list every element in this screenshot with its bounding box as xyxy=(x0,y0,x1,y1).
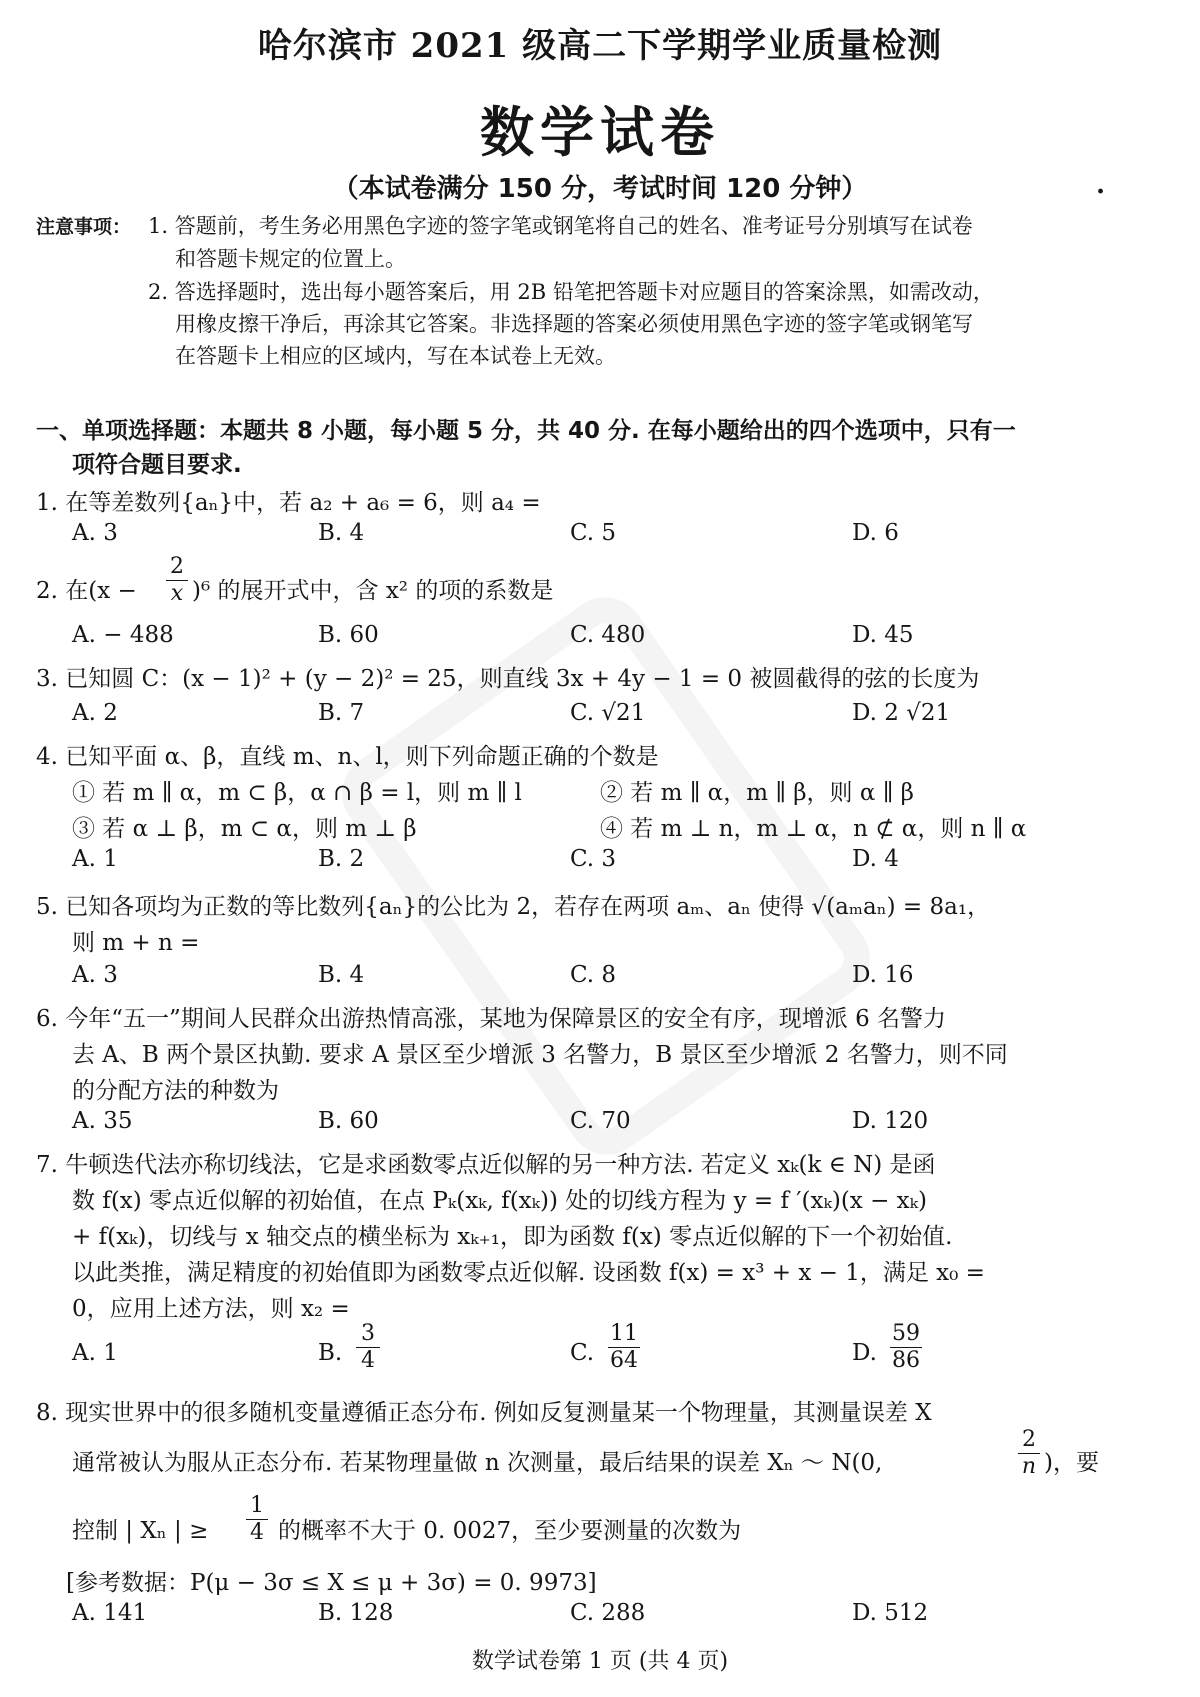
question-8-option-b: B. 128 xyxy=(318,1600,394,1626)
question-7-option-c-denominator: 64 xyxy=(610,1348,638,1373)
question-7-option-c-label: C. xyxy=(570,1340,595,1366)
question-1-option-c: C. 5 xyxy=(570,520,617,546)
question-6-stem-line-1: 6. 今年“五一”期间人民群众出游热情高涨，某地为保障景区的安全有序，现增派 6 名警力 xyxy=(36,1006,947,1032)
question-7-option-b-fraction xyxy=(356,1322,380,1373)
question-1-option-a: A. 3 xyxy=(72,520,118,546)
question-6-option-a: A. 35 xyxy=(72,1108,133,1134)
question-4-option-d: D. 4 xyxy=(852,846,899,872)
question-1-option-d: D. 6 xyxy=(852,520,899,546)
question-5-option-d: D. 16 xyxy=(852,962,914,988)
question-5-stem-line-2: 则 m + n = xyxy=(72,930,200,956)
question-6-option-d: D. 120 xyxy=(852,1108,929,1134)
notice-item-1-line-1: 1. 答题前，考生务必用黑色字迹的签字笔或钢笔将自己的姓名、准考证号分别填写在试卷 xyxy=(148,214,973,238)
question-8-stem-line-3-start: 控制 | Xₙ | ≥ xyxy=(72,1518,209,1544)
question-3-option-d: D. 2 √21 xyxy=(852,700,951,726)
question-2-stem-start: 2. 在(x − xyxy=(36,578,137,604)
question-2-fraction-denominator: x xyxy=(170,581,184,606)
stray-dot: . xyxy=(1096,170,1106,200)
question-8-option-d: D. 512 xyxy=(852,1600,929,1626)
question-7-option-b-numerator: 3 xyxy=(361,1321,375,1346)
question-4-stem: 4. 已知平面 α、β，直线 m、n、l，则下列命题正确的个数是 xyxy=(36,744,659,770)
question-8-threshold-denominator: 4 xyxy=(250,1520,264,1545)
question-8-option-a: A. 141 xyxy=(72,1600,148,1626)
question-5-option-a: A. 3 xyxy=(72,962,118,988)
question-4-proposition-4: ④ 若 m ⊥ n，m ⊥ α，n ⊄ α，则 n ∥ α xyxy=(600,816,1027,842)
question-7-option-c-numerator: 11 xyxy=(610,1321,638,1346)
question-8-stem-line-2-end: )，要 xyxy=(1044,1450,1099,1476)
question-7-option-a: A. 1 xyxy=(72,1340,118,1366)
question-5-option-b: B. 4 xyxy=(318,962,365,988)
question-3-option-a: A. 2 xyxy=(72,700,118,726)
question-6-stem-line-2: 去 A、B 两个景区执勤. 要求 A 景区至少增派 3 名警力，B 景区至少增派 2 名警力，则不同 xyxy=(72,1042,1008,1068)
notice-label: 注意事项： xyxy=(36,216,132,238)
section-heading-line-1: 一、单项选择题：本题共 8 小题，每小题 5 分，共 40 分. 在每小题给出的四个选项中，只有一 xyxy=(36,418,1016,444)
question-8-variance-fraction xyxy=(1018,1428,1040,1479)
question-8-variance-numerator: 2 xyxy=(1022,1427,1036,1452)
notice-item-2-line-1: 2. 答选择题时，选出每小题答案后，用 2B 铅笔把答题卡对应题目的答案涂黑，如需改动， xyxy=(148,280,994,304)
question-6-option-b: B. 60 xyxy=(318,1108,379,1134)
question-7-stem-line-1: 7. 牛顿迭代法亦称切线法，它是求函数零点近似解的另一种方法. 若定义 xₖ(k ∈ N) 是函 xyxy=(36,1152,936,1178)
question-7-option-d-denominator: 86 xyxy=(892,1348,920,1373)
question-6-option-c: C. 70 xyxy=(570,1108,631,1134)
question-1-stem: 1. 在等差数列{aₙ}中，若 a₂ + a₆ = 6，则 a₄ = xyxy=(36,490,541,516)
question-2-option-c: C. 480 xyxy=(570,622,646,648)
question-8-stem-line-2-start: 通常被认为服从正态分布. 若某物理量做 n 次测量，最后结果的误差 Xₙ ～ N(0, xyxy=(72,1450,883,1476)
question-4-option-a: A. 1 xyxy=(72,846,118,872)
question-4-proposition-2: ② 若 m ∥ α，m ∥ β，则 α ∥ β xyxy=(600,780,914,806)
question-2-option-d: D. 45 xyxy=(852,622,914,648)
section-heading-line-2: 项符合题目要求. xyxy=(72,452,242,478)
question-4-proposition-1: ① 若 m ∥ α，m ⊂ β，α ∩ β = l，则 m ∥ l xyxy=(72,780,522,806)
question-7-option-d-label: D. xyxy=(852,1340,877,1366)
question-8-reference-data: [参考数据：P(μ − 3σ ≤ X ≤ μ + 3σ) = 0. 9973] xyxy=(66,1570,597,1596)
notice-item-2-line-3: 在答题卡上相应的区域内，写在本试卷上无效。 xyxy=(175,344,616,368)
question-4-option-b: B. 2 xyxy=(318,846,365,872)
question-2-fraction xyxy=(166,555,188,606)
question-7-option-b-label: B. xyxy=(318,1340,343,1366)
question-8-option-c: C. 288 xyxy=(570,1600,646,1626)
question-3-option-c: C. √21 xyxy=(570,700,646,726)
question-3-option-b: B. 7 xyxy=(318,700,365,726)
subject-title: 数学试卷 xyxy=(480,100,720,164)
question-2-option-b: B. 60 xyxy=(318,622,379,648)
question-7-stem-line-3: + f(xₖ)，切线与 x 轴交点的横坐标为 xₖ₊₁，即为函数 f(x) 零点近似解的下一个初始值. xyxy=(72,1224,953,1250)
question-7-option-b-denominator: 4 xyxy=(361,1348,375,1373)
notice-item-1-line-2: 和答题卡规定的位置上。 xyxy=(175,247,406,271)
page-footer: 数学试卷第 1 页 (共 4 页) xyxy=(471,1649,729,1674)
question-2-option-a: A. − 488 xyxy=(72,622,174,648)
question-7-option-d-numerator: 59 xyxy=(892,1321,920,1346)
question-7-stem-line-4: 以此类推，满足精度的初始值即为函数零点近似解. 设函数 f(x) = x³ + x − 1，满足 x₀ = xyxy=(72,1260,985,1286)
exam-info: （本试卷满分 150 分，考试时间 120 分钟） xyxy=(332,174,868,204)
question-5-option-c: C. 8 xyxy=(570,962,617,988)
question-7-option-d-fraction xyxy=(890,1322,922,1373)
question-7-stem-line-2: 数 f(x) 零点近似解的初始值，在点 Pₖ(xₖ, f(xₖ)) 处的切线方程为 y = f ′(xₖ)(x − xₖ) xyxy=(72,1188,928,1214)
question-8-stem-line-3-end: 的概率不大于 0. 0027，至少要测量的次数为 xyxy=(278,1518,742,1544)
question-2-fraction-numerator: 2 xyxy=(170,554,184,579)
question-1-option-b: B. 4 xyxy=(318,520,365,546)
question-8-threshold-numerator: 1 xyxy=(250,1493,264,1518)
question-2-stem-end: )⁶ 的展开式中，含 x² 的项的系数是 xyxy=(192,578,554,604)
question-7-stem-line-5: 0，应用上述方法，则 x₂ = xyxy=(72,1296,350,1322)
question-8-stem-line-1: 8. 现实世界中的很多随机变量遵循正态分布. 例如反复测量某一个物理量，其测量误差 X xyxy=(36,1400,932,1426)
notice-item-2-line-2: 用橡皮擦干净后，再涂其它答案。非选择题的答案必须使用黑色字迹的签字笔或钢笔写 xyxy=(175,312,973,336)
question-8-threshold-fraction xyxy=(246,1494,268,1545)
question-4-option-c: C. 3 xyxy=(570,846,617,872)
question-5-stem-line-1: 5. 已知各项均为正数的等比数列{aₙ}的公比为 2，若存在两项 aₘ、aₙ 使得 √(aₘaₙ) = 8a₁， xyxy=(36,894,991,920)
exam-title: 哈尔滨市 2021 级高二下学期学业质量检测 xyxy=(257,26,943,66)
question-7-option-c-fraction xyxy=(608,1322,640,1373)
question-6-stem-line-3: 的分配方法的种数为 xyxy=(72,1078,279,1104)
question-4-proposition-3: ③ 若 α ⊥ β，m ⊂ α，则 m ⊥ β xyxy=(72,816,417,842)
question-8-variance-denominator: n xyxy=(1021,1454,1037,1479)
question-3-stem: 3. 已知圆 C：(x − 1)² + (y − 2)² = 25，则直线 3x + 4y − 1 = 0 被圆截得的弦的长度为 xyxy=(36,666,980,692)
